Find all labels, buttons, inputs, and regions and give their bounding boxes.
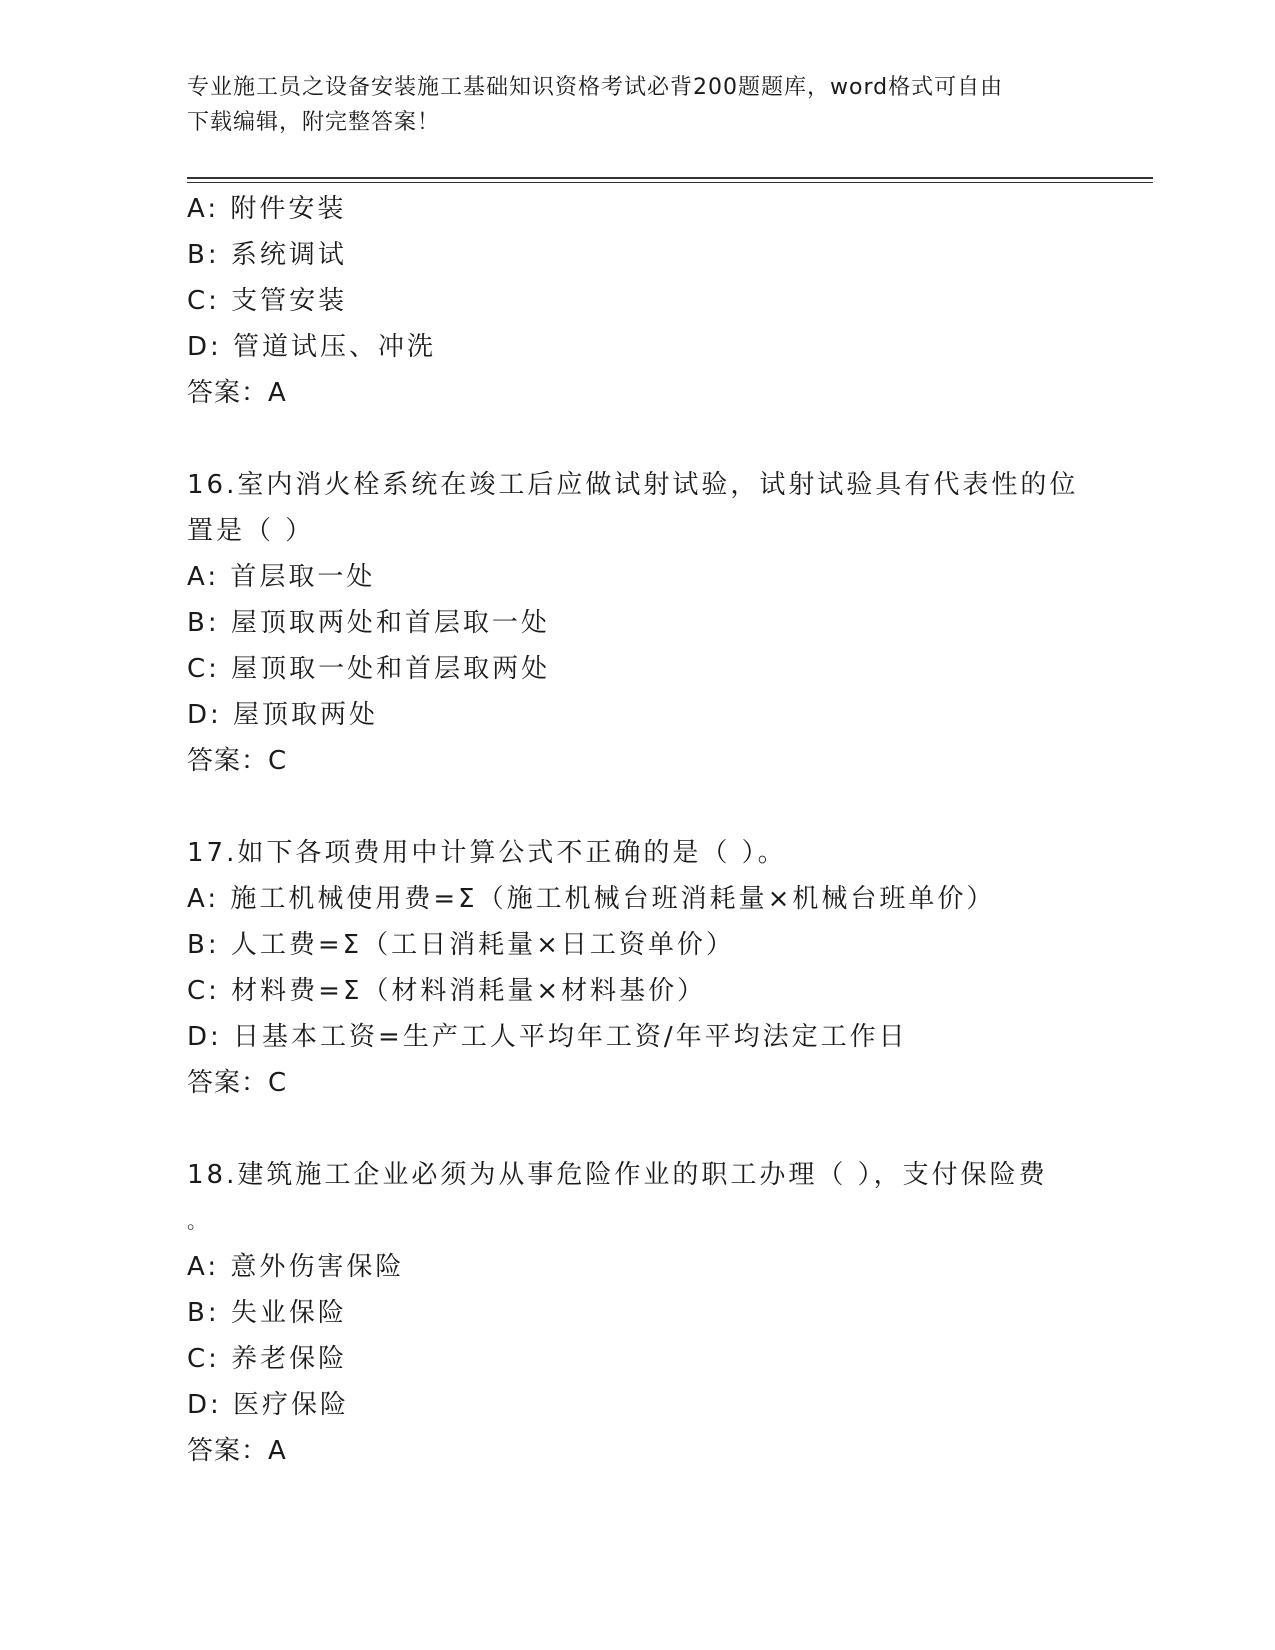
question-stem-line-2: 置是（ ） bbox=[187, 516, 315, 546]
header-line-1: 专业施工员之设备安装施工基础知识资格考试必背200题题库，word格式可自由 bbox=[187, 75, 1004, 100]
header-rule-thin bbox=[187, 182, 1153, 183]
option-b: B: 人工费=Σ（工日消耗量×日工资单价） bbox=[187, 930, 735, 960]
option-a: A: 意外伤害保险 bbox=[187, 1252, 405, 1282]
answer: 答案：A bbox=[187, 1436, 287, 1466]
option-c: C: 支管安装 bbox=[187, 286, 348, 316]
option-a: A: 附件安装 bbox=[187, 194, 347, 224]
question-17 bbox=[187, 830, 1087, 1106]
option-c: C: 屋顶取一处和首层取两处 bbox=[187, 654, 551, 684]
option-a: A: 施工机械使用费=Σ（施工机械台班消耗量×机械台班单价） bbox=[187, 884, 996, 914]
spacer bbox=[187, 1106, 1087, 1152]
spacer bbox=[187, 416, 1087, 462]
document-header bbox=[187, 70, 1087, 140]
option-c: C: 材料费=Σ（材料消耗量×材料基价） bbox=[187, 976, 707, 1006]
option-a: A: 首层取一处 bbox=[187, 562, 376, 592]
question-stem-line-1: 18.建筑施工企业必须为从事危险作业的职工办理（ ），支付保险费 bbox=[187, 1160, 1048, 1190]
option-c: C: 养老保险 bbox=[187, 1344, 348, 1374]
option-d: D: 日基本工资=生产工人平均年工资/年平均法定工作日 bbox=[187, 1022, 908, 1052]
question-18 bbox=[187, 1152, 1087, 1474]
question-stem-line-1: 16.室内消火栓系统在竣工后应做试射试验，试射试验具有代表性的位 bbox=[187, 470, 1079, 500]
question-16 bbox=[187, 462, 1087, 784]
answer: 答案：C bbox=[187, 746, 288, 776]
option-d: D: 屋顶取两处 bbox=[187, 700, 379, 730]
spacer bbox=[187, 784, 1087, 830]
header-line-2: 下载编辑，附完整答案！ bbox=[187, 110, 441, 135]
option-d: D: 管道试压、冲洗 bbox=[187, 332, 437, 362]
answer: 答案：A bbox=[187, 378, 287, 408]
question-stem: 17.如下各项费用中计算公式不正确的是（ ）。 bbox=[187, 838, 787, 868]
option-d: D: 医疗保险 bbox=[187, 1390, 350, 1420]
question-list bbox=[187, 186, 1087, 1474]
option-b: B: 系统调试 bbox=[187, 240, 347, 270]
option-b: B: 失业保险 bbox=[187, 1298, 347, 1328]
option-b: B: 屋顶取两处和首层取一处 bbox=[187, 608, 550, 638]
question-15 bbox=[187, 186, 1087, 416]
answer: 答案：C bbox=[187, 1068, 288, 1098]
question-stem-line-2: 。 bbox=[187, 1209, 210, 1233]
header-rule-thick bbox=[187, 177, 1153, 179]
